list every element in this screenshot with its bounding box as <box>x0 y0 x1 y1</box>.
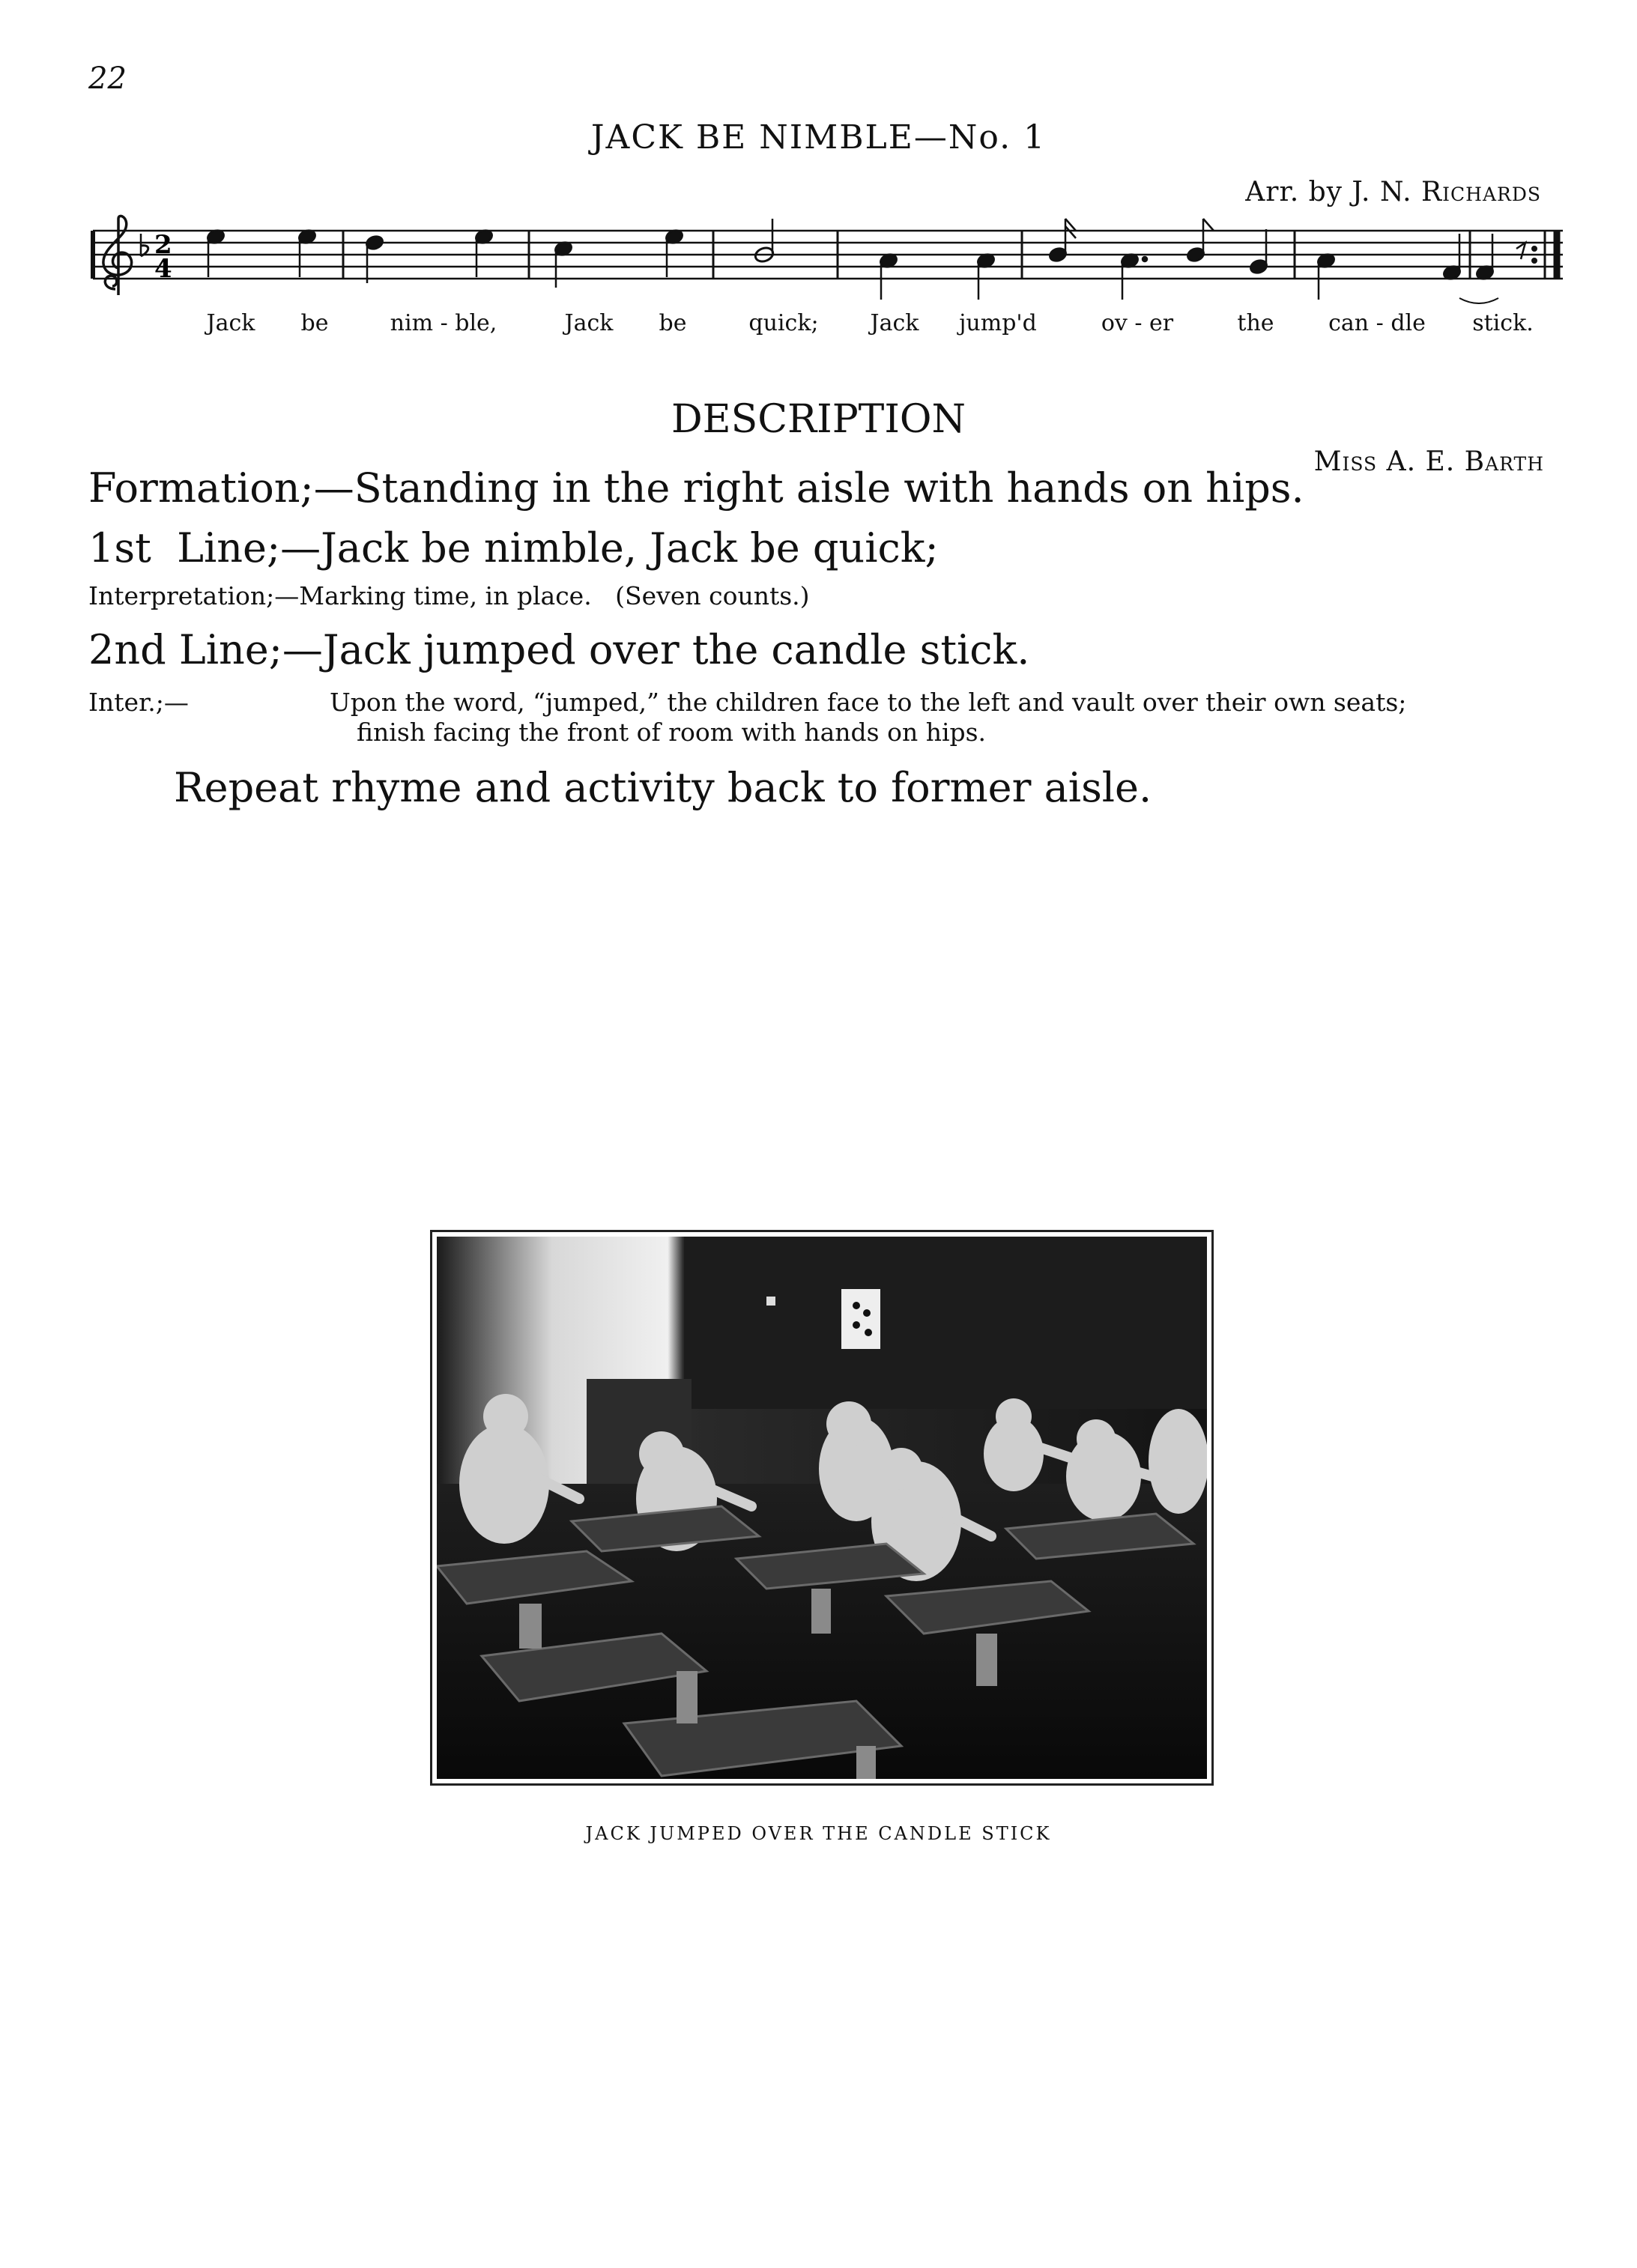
page-number: 22 <box>88 61 127 96</box>
song-title: JACK BE NIMBLE—No. 1 <box>590 118 1047 157</box>
description-author: Miss A. E. Barth <box>1313 446 1544 477</box>
formation-line: Formation;—Standing in the right aisle with hands on hips. <box>88 464 1304 512</box>
arranger-name: Richards <box>1421 177 1541 207</box>
description-heading: DESCRIPTION <box>671 397 966 442</box>
measure-4 <box>754 219 838 279</box>
measure-1 <box>206 228 343 279</box>
lyric-syllable: ov - er <box>1101 310 1174 336</box>
lyric-syllable: Jack <box>564 310 614 336</box>
lyric-syllable: can - dle <box>1328 310 1426 336</box>
arranger-prefix: Arr. by J. N. <box>1245 177 1422 207</box>
lyric-syllable: Jack <box>206 310 255 336</box>
photo-caption: JACK JUMPED OVER THE CANDLE STICK <box>585 1823 1052 1844</box>
inter-label: Inter.;— <box>88 688 189 717</box>
lyric-syllable: the <box>1237 310 1274 336</box>
measure-5 <box>879 231 1022 300</box>
lyric-syllable: be <box>300 310 329 336</box>
time-signature-top: 2 <box>154 230 172 260</box>
flat-sign-icon <box>141 234 148 256</box>
classroom-photo <box>430 1230 1214 1786</box>
lyric-syllable: nim - ble, <box>390 310 497 336</box>
music-score <box>88 214 1564 349</box>
lyric-syllable: quick; <box>748 310 819 336</box>
inter-text-line: finish facing the front of room with hands on hips. <box>357 718 987 747</box>
second-line: 2nd Line;—Jack jumped over the candle stick. <box>88 626 1030 673</box>
interpretation-first-line: Interpretation;—Marking time, in place. (Seven counts.) <box>88 581 810 610</box>
measure-2 <box>365 228 529 283</box>
lyric-syllable: Jack <box>870 310 919 336</box>
classroom-photo-image <box>437 1237 1207 1779</box>
arranger-credit <box>1245 177 1541 207</box>
inter-description <box>330 688 1603 748</box>
first-line: 1st Line;—Jack be nimble, Jack be quick; <box>88 524 939 571</box>
lyric-syllable: jump'd <box>959 310 1037 336</box>
inter-text-line: Upon the word, “jumped,” the children face to the left and vault over their own seats; <box>330 688 1407 717</box>
music-staff <box>88 214 1564 304</box>
treble-clef-icon <box>103 216 132 295</box>
lyric-syllable: be <box>659 310 687 336</box>
time-signature-bottom: 4 <box>154 254 172 284</box>
repeat-line: Repeat rhyme and activity back to former aisle. <box>174 764 1152 811</box>
lyric-syllable: stick. <box>1472 310 1534 336</box>
